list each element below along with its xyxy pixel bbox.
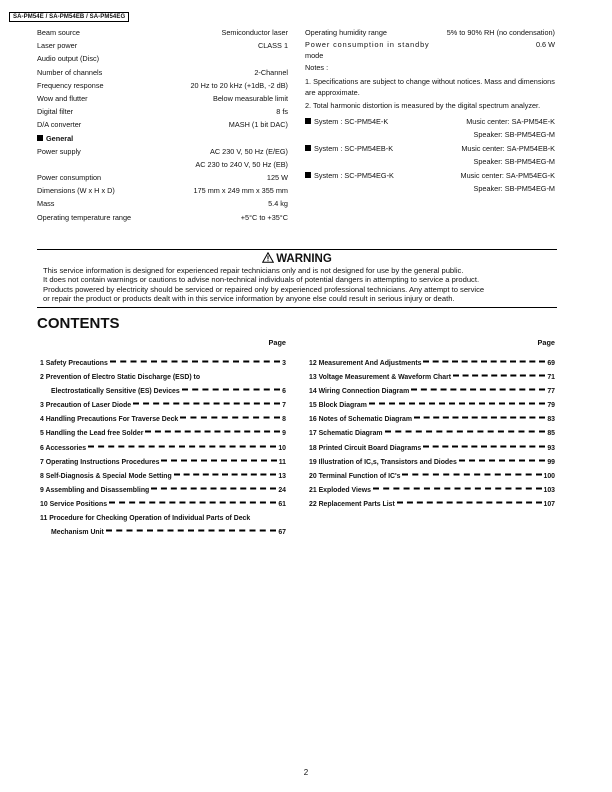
toc-entry[interactable]	[309, 470, 555, 484]
toc-entry-title: 1 Safety Precautions	[40, 360, 108, 367]
spec-label: Beam source	[37, 28, 80, 37]
toc-entry-title: 15 Block Diagram	[309, 402, 367, 410]
toc-entry[interactable]	[40, 442, 286, 456]
toc-entry-title: 20 Terminal Function of IC's	[309, 472, 401, 480]
music-center-model: Music center: SA-PM54E-K	[466, 116, 555, 126]
spec-label: Number of channels	[37, 67, 103, 77]
toc-entry[interactable]	[40, 512, 286, 526]
system-row	[305, 128, 555, 142]
toc-leader	[106, 530, 276, 532]
toc-entry-title: 2 Prevention of Electro Static Discharge (ESD) to	[40, 374, 201, 382]
toc-entry-page: 85	[547, 430, 555, 438]
system-name: System : SC-PM54EG-K	[314, 170, 394, 180]
toc-entry[interactable]	[309, 484, 555, 498]
toc-leader	[182, 389, 280, 391]
spec-label: Operating humidity range	[305, 28, 387, 37]
toc-entry-page: 24	[278, 486, 286, 494]
music-center-model: Music center: SA-PM54EB-K	[461, 143, 555, 153]
toc-entry[interactable]	[40, 484, 286, 498]
system-row	[305, 182, 555, 196]
spec-label: Digital filter	[37, 107, 74, 117]
spec-label: Wow and flutter	[37, 93, 88, 103]
spec-label: Laser power	[37, 41, 78, 51]
toc-entry-page: 61	[278, 500, 286, 508]
toc-entry-title: 9 Assembling and Disassembling	[40, 486, 150, 494]
toc-leader	[397, 501, 542, 503]
spec-label: Mass	[37, 199, 55, 209]
toc-entry[interactable]	[309, 413, 555, 427]
toc-entry-title: 7 Operating Instructions Procedures	[40, 458, 160, 466]
toc-entry[interactable]	[40, 385, 286, 399]
warning-line: It does not contain warnings or cautions to advise non-technical individuals of potential dangers in attempting to service a product.	[43, 275, 480, 285]
toc-leader	[385, 431, 546, 433]
spec-value: AC 230 V, 50 Hz (E/EG)	[209, 146, 288, 156]
toc-entry-page: 71	[547, 374, 555, 382]
spec-row	[37, 158, 288, 171]
toc-leader	[459, 459, 546, 461]
toc-entry-title: 17 Schematic Diagram	[309, 430, 383, 438]
toc-entry[interactable]	[40, 399, 286, 413]
toc-entry-title: Mechanism Unit	[51, 529, 104, 537]
toc-leader	[373, 487, 542, 489]
spec-value: CLASS 1	[257, 41, 288, 51]
toc-entry-title: 3 Precaution of Laser Diode	[40, 402, 132, 410]
toc-entry[interactable]	[40, 456, 286, 470]
warning-box	[37, 249, 557, 308]
toc-entry-title: 19 Illustration of IC,s, Transistors and Diodes	[309, 458, 457, 466]
toc-leader	[414, 417, 545, 419]
toc-entry-page: 103	[543, 486, 555, 494]
spec-row	[305, 39, 555, 50]
toc-entry-title: 5 Handling the Lead free Solder	[40, 430, 144, 438]
spec-value: 2-Channel	[254, 67, 288, 77]
toc-entry-page: 83	[547, 416, 555, 424]
spec-row	[305, 50, 555, 63]
spec-value: Below measurable limit	[212, 93, 288, 103]
toc-entry[interactable]	[40, 470, 286, 484]
spec-row	[37, 79, 288, 92]
spec-row	[37, 145, 288, 158]
toc-leader	[423, 445, 545, 447]
warning-title	[43, 252, 551, 266]
spec-row	[37, 92, 288, 105]
toc-entry[interactable]	[40, 413, 286, 427]
spec-row	[37, 184, 288, 197]
toc-entry-title: 16 Notes of Schematic Diagram	[309, 416, 413, 424]
general-header-text: General	[46, 133, 74, 143]
spec-label-continued: mode	[305, 51, 324, 61]
toc-entry-page: 7	[282, 402, 286, 410]
toc-leader	[180, 417, 280, 419]
toc-entry-title: 4 Handling Precautions For Traverse Deck	[40, 416, 179, 424]
toc-entry-page: 107	[543, 500, 555, 508]
spec-value: AC 230 to 240 V, 50 Hz (EB)	[195, 159, 288, 169]
toc-entry-title: 13 Voltage Measurement & Waveform Chart	[309, 374, 452, 382]
spec-value: 0.6 W	[535, 40, 555, 50]
spec-label: Dimensions (W x H x D)	[37, 186, 115, 196]
toc-entry-page: 13	[278, 472, 286, 480]
toc-leader	[133, 403, 280, 405]
toc-right-column	[309, 337, 555, 512]
toc-leader	[145, 431, 280, 433]
specs-left-column	[37, 26, 288, 224]
toc-entry[interactable]	[309, 427, 555, 441]
music-center-model: Music center: SA-PM54EG-K	[460, 170, 555, 180]
spec-value: 5% to 90% RH (no condensation)	[446, 28, 555, 37]
toc-entry[interactable]	[309, 498, 555, 512]
warning-triangle-icon	[262, 252, 274, 263]
toc-entry[interactable]	[40, 526, 286, 540]
page-number: 2	[303, 768, 309, 777]
spec-value: MASH (1 bit DAC)	[228, 120, 288, 130]
toc-entry[interactable]	[40, 357, 286, 371]
speaker-model: Speaker: SB-PM54EG-M	[473, 157, 555, 167]
toc-entry-title: 12 Measurement And Adjustments	[309, 360, 422, 367]
toc-entry-page: 11	[278, 458, 286, 466]
spec-row	[37, 52, 288, 65]
toc-entry[interactable]	[309, 357, 555, 371]
bullet-square-icon	[305, 118, 311, 124]
spec-row	[37, 118, 288, 131]
spec-row	[37, 211, 288, 224]
spec-label: Frequency response	[37, 80, 104, 90]
spec-row	[37, 39, 288, 52]
toc-entry-page: 10	[278, 444, 286, 452]
speaker-model: Speaker: SB-PM54EG-M	[473, 184, 555, 194]
system-row	[305, 115, 555, 129]
toc-entry-page: 79	[547, 402, 555, 410]
toc-entry-page: 99	[547, 458, 555, 466]
toc-entry-page: 100	[543, 472, 555, 480]
toc-entry-page: 6	[282, 388, 286, 396]
toc-entry[interactable]	[309, 371, 555, 385]
warning-line: This service information is designed for experienced repair technicians only and is not designed for use by the general public.	[43, 266, 464, 275]
warning-line: or repair the product or products dealt with in this service information by anyone else could result in serious injury or death.	[43, 294, 455, 304]
spec-label: Power supply	[37, 146, 81, 156]
toc-entry-title: 10 Service Positions	[40, 500, 108, 508]
spec-label: Operating temperature range	[37, 212, 132, 222]
notes-label: Notes :	[305, 63, 329, 73]
system-name: System : SC-PM54EB-K	[314, 143, 394, 153]
general-section-header	[37, 132, 288, 145]
spec-row	[37, 197, 288, 210]
toc-entry-page: 93	[547, 444, 555, 452]
spec-value: 8 fs	[276, 107, 288, 117]
spec-label: Power consumption in standby	[305, 40, 430, 50]
toc-entry[interactable]	[309, 399, 555, 413]
toc-entry[interactable]	[309, 456, 555, 470]
system-row	[305, 142, 555, 156]
page-column-header: Page	[268, 338, 286, 347]
spec-row	[305, 26, 555, 39]
toc-leader	[423, 361, 545, 363]
spec-value: 5.4 kg	[268, 199, 288, 209]
spec-value: +5°C to +35°C	[240, 212, 288, 222]
toc-entry[interactable]	[40, 498, 286, 512]
toc-entry-page: 69	[547, 360, 555, 367]
bullet-square-icon	[305, 172, 311, 178]
toc-entry[interactable]	[309, 385, 555, 399]
toc-entry-page: 8	[282, 416, 286, 424]
toc-leader	[161, 459, 276, 461]
toc-leader	[88, 445, 276, 447]
spec-row	[37, 171, 288, 184]
toc-entry-title: 11 Procedure for Checking Operation of Individual Parts of Deck	[40, 515, 251, 523]
note-1: 1. Specifications are subject to change without notices. Mass and dimensions are approximate.	[305, 77, 555, 97]
toc-left-column	[40, 337, 286, 540]
specs-right-column	[305, 26, 555, 196]
system-row	[305, 155, 555, 169]
spec-label: Power consumption	[37, 173, 102, 183]
spec-row	[37, 26, 288, 39]
toc-entry[interactable]	[40, 371, 286, 385]
toc-entry-page: 77	[547, 388, 555, 396]
toc-entry[interactable]	[40, 427, 286, 441]
spec-row	[37, 105, 288, 118]
toc-leader	[453, 375, 545, 377]
spec-row	[37, 66, 288, 79]
toc-leader	[110, 361, 280, 363]
page-column-header: Page	[537, 338, 555, 347]
toc-entry-page: 9	[282, 430, 286, 438]
toc-entry-page: 3	[282, 360, 286, 367]
toc-entry-title: 8 Self-Diagnosis & Special Mode Setting	[40, 472, 172, 480]
toc-entry[interactable]	[309, 442, 555, 456]
toc-leader	[411, 389, 545, 391]
toc-leader	[174, 473, 277, 475]
toc-entry-title: 22 Replacement Parts List	[309, 500, 395, 508]
contents-title: CONTENTS	[37, 315, 120, 332]
speaker-model: Speaker: SB-PM54EG-M	[473, 130, 555, 140]
warning-line: Products powered by electricity should be serviced or repaired only by experienced professional technicians. Any attempt to service	[43, 284, 485, 294]
toc-leader	[402, 473, 541, 475]
toc-entry-title: 21 Exploded Views	[309, 486, 371, 494]
toc-leader	[369, 403, 545, 405]
toc-leader	[109, 501, 276, 503]
spec-label: D/A converter	[37, 120, 82, 130]
note-2: 2. Total harmonic distortion is measured by the digital spectrum analyzer.	[305, 101, 541, 111]
toc-entry-title: 6 Accessories	[40, 444, 87, 452]
spec-value: 175 mm x 249 mm x 355 mm	[193, 186, 288, 196]
system-row	[305, 169, 555, 183]
model-header-tag: SA-PM54E / SA-PM54EB / SA-PM54EG	[9, 12, 129, 22]
bullet-square-icon	[37, 135, 43, 141]
toc-entry-title: 18 Printed Circuit Board Diagrams	[309, 444, 422, 452]
spec-value: 20 Hz to 20 kHz (+1dB, -2 dB)	[190, 80, 288, 90]
bullet-square-icon	[305, 145, 311, 151]
toc-entry-page: 67	[278, 529, 286, 537]
toc-leader	[151, 487, 276, 489]
warning-title-text: WARNING	[276, 253, 332, 265]
spec-value: Semiconductor laser	[221, 28, 288, 37]
toc-entry-title: 14 Wiring Connection Diagram	[309, 388, 410, 396]
system-name: System : SC-PM54E-K	[314, 116, 389, 126]
toc-entry-title: Electrostatically Sensitive (ES) Devices	[51, 388, 180, 396]
spec-label: Audio output (Disc)	[37, 54, 100, 64]
spec-value: 125 W	[266, 173, 288, 183]
